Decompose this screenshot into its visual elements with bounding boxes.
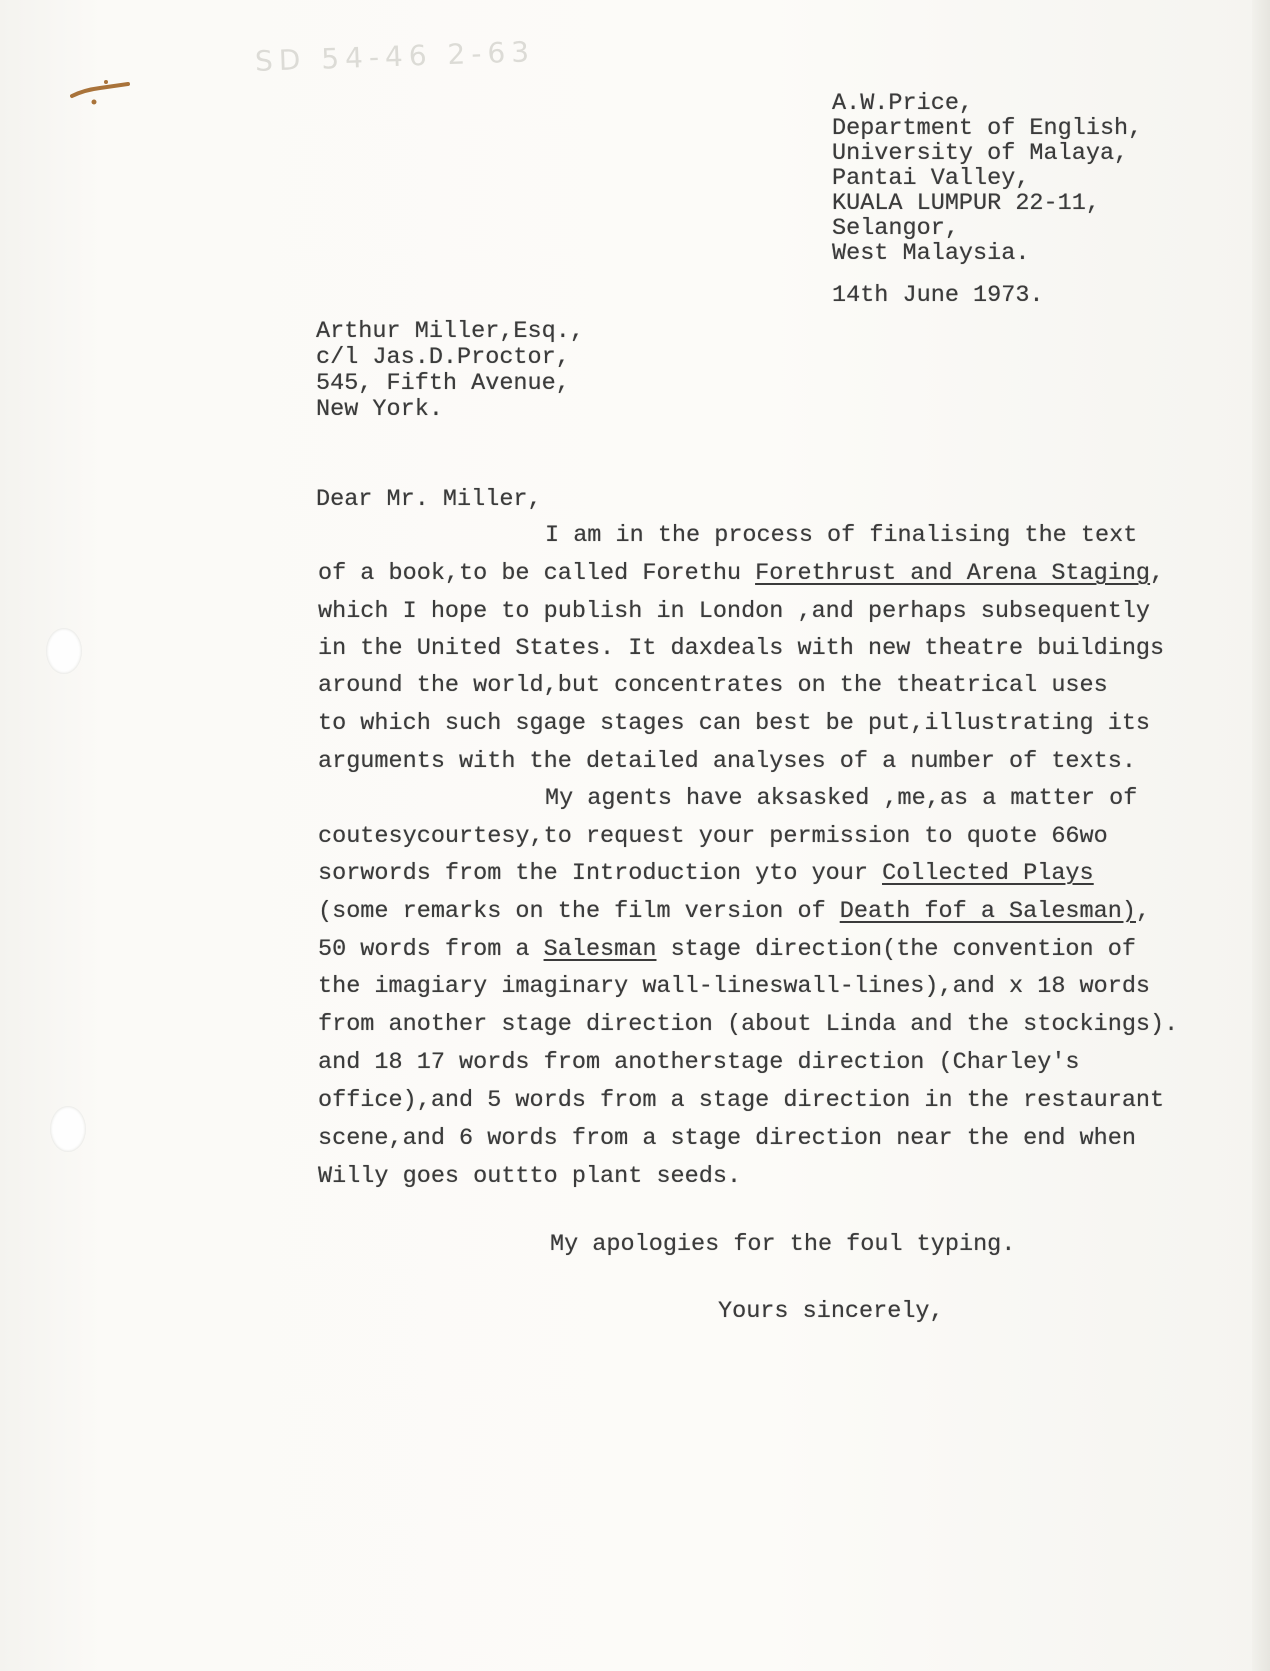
sender-city: KUALA LUMPUR 22-11, (832, 190, 1100, 217)
sender-country: West Malaysia. (832, 240, 1030, 267)
body-line: the imagiary imaginary wall-lineswall-lines),and x 18 words (318, 973, 1151, 1000)
recipient-street: 545, Fifth Avenue, (316, 370, 570, 397)
body-line: My agents have aksasked ,me,as a matter of (545, 785, 1138, 812)
body-line: sorwords from the Introduction yto your Collected Plays (318, 860, 1094, 887)
punch-hole (46, 628, 82, 674)
body-line: in the United States. It daxdeals with new theatre buildings (318, 635, 1165, 662)
book-title: Forethrust and Arena Staging (755, 560, 1151, 587)
recipient-city: New York. (316, 396, 443, 423)
sender-university: University of Malaya, (832, 140, 1129, 167)
pencil-archive-note: SD 54-46 2-63 (254, 35, 536, 78)
play-collection-title: Collected Plays (882, 860, 1094, 887)
page-edge (1252, 0, 1270, 1671)
recipient-care-of: c/l Jas.D.Proctor, (316, 344, 570, 371)
play-short-title: Salesman (543, 936, 657, 963)
salutation: Dear Mr. Miller, (316, 486, 542, 513)
body-line: (some remarks on the film version of Death fof a Salesman), (318, 898, 1151, 925)
recipient-name: Arthur Miller,Esq., (316, 318, 584, 345)
sender-state: Selangor, (832, 215, 959, 242)
body-line: arguments with the detailed analyses of a number of texts. (318, 748, 1136, 775)
body-line: coutesycourtesy,to request your permission to quote 66wo (318, 823, 1108, 850)
letter-date: 14th June 1973. (832, 282, 1044, 309)
ink-stain-mark (70, 74, 132, 114)
body-line: around the world,but concentrates on the theatrical uses (318, 672, 1108, 699)
body-line: 50 words from a Salesman stage direction(the convention of (318, 936, 1136, 963)
sender-name: A.W.Price, (832, 90, 974, 117)
body-line: and 18 17 words from anotherstage direction (Charley's (318, 1049, 1080, 1076)
sender-area: Pantai Valley, (832, 165, 1030, 192)
punch-hole (50, 1106, 86, 1152)
body-line: I am in the process of finalising the text (545, 522, 1138, 549)
body-line: of a book,to be called Forethu Forethrust and Arena Staging, (318, 560, 1165, 587)
body-line: to which such sgage stages can best be put,illustrating its (318, 710, 1151, 737)
body-line: from another stage direction (about Linda and the stockings). (318, 1011, 1179, 1038)
sender-department: Department of English, (832, 115, 1143, 142)
body-line: office),and 5 words from a stage direction in the restaurant (318, 1087, 1165, 1114)
closing: Yours sincerely, (718, 1298, 944, 1325)
apology-line: My apologies for the foul typing. (550, 1231, 1016, 1258)
body-line: which I hope to publish in London ,and perhaps subsequently (318, 598, 1151, 625)
body-line: Willy goes outtto plant seeds. (318, 1163, 742, 1190)
play-title: Death fof a Salesman) (839, 898, 1136, 925)
body-line: scene,and 6 words from a stage direction near the end when (318, 1125, 1136, 1152)
